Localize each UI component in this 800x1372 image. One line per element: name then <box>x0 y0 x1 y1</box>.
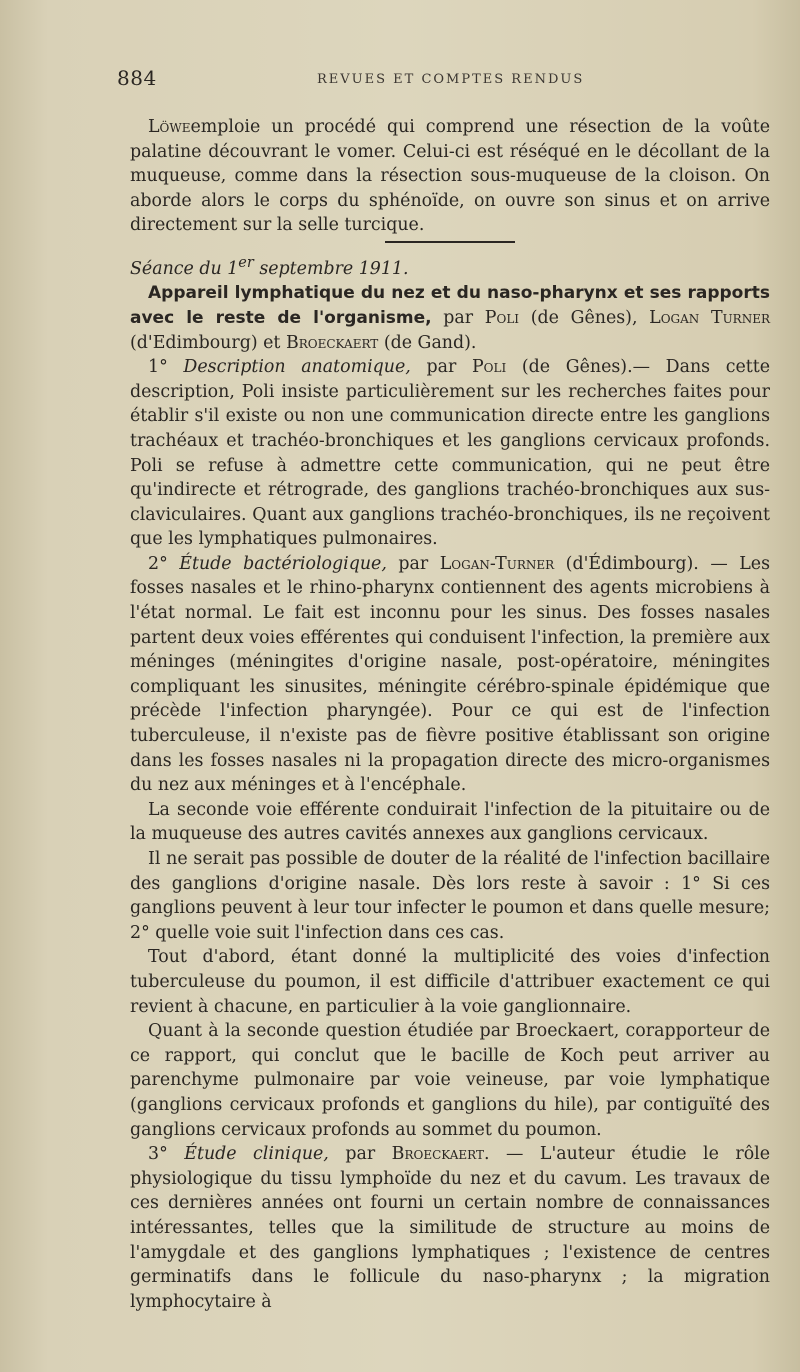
section-1: 1° Description anatomique, par Poli (de Gênes).— Dans cette description, Poli insiste particulièrement sur les recherches faites pour établir s'il existe ou non une communication directe entre les ganglions trachéaux et trachéo-bronchiques et les ganglions cervicaux profonds. Poli se refuse à admettre cette communication, qui ne peut être qu'indirecte et rétrograde, des ganglions trachéo-bronchiques aux sus-claviculaires. Quant aux ganglions trachéo-bronchiques, ils ne reçoivent que les lymphatiques pulmonaires. <box>130 357 771 550</box>
section-2-paragraph-2: La seconde voie efférente conduirait l'infection de la pituitaire ou de la muqueuse des autres cavités annexes aux ganglions cervicaux. <box>130 799 770 845</box>
intro-text: emploie un procédé qui comprend une résection de la voûte palatine découvrant le vomer. Celui-ci est réséqué en le décollant de la muqueuse, comme dans la résection sous-muqueuse de la cloison. On aborde alors le corps du sphénoïde, on ouvre son sinus et on arrive directement sur la selle turcique. <box>130 117 770 236</box>
section-2-title: Étude bactériologique, <box>179 553 387 574</box>
intro-author: Löwe <box>148 117 191 137</box>
page-number: 884 <box>117 66 157 90</box>
page-header <box>117 66 767 96</box>
section-2-paragraph-5: Quant à la seconde question étudiée par Broeckaert, corapporteur de ce rapport, qui conclut que le bacille de Koch peut arriver au parenchyme pulmonaire par voie veineuse, par voie lymphatique (ganglions cervicaux profonds et ganglions du hile), par contiguïté des ganglions cervicaux profonds au sommet du poumon. <box>130 1021 770 1140</box>
intro-paragraph <box>130 115 770 238</box>
report-title: Appareil lymphatique du nez et du naso-pharynx et ses rapports avec le reste de l'organisme, <box>130 283 770 328</box>
section-2-paragraph-3: Il ne serait pas possible de douter de la réalité de l'infection bacillaire des ganglions d'origine nasale. Dès lors reste à savoir : 1° Si ces ganglions peuvent à leur tour infecter le poumon et dans quelle mesure; 2° quelle voie suit l'infection dans ces cas. <box>130 849 770 943</box>
body-text <box>130 115 770 1314</box>
section-1-title: Description anatomique, <box>183 357 411 378</box>
section-3-title: Étude clinique, <box>184 1144 329 1165</box>
session-heading: Séance du 1er septembre 1911. <box>130 254 409 279</box>
running-title: REVUES ET COMPTES RENDUS <box>317 72 585 87</box>
section-2-paragraph-4: Tout d'abord, étant donné la multiplicité des voies d'infection tuberculeuse du poumon, il est difficile d'attribuer exactement ce qui revient à chacune, en particulier à la voie ganglionnaire. <box>130 947 770 1017</box>
section-2: 2° Étude bactériologique, par Logan-Turner (d'Édimbourg). — Les fosses nasales et le rhino-pharynx contiennent des agents microbiens à l'état normal. Le fait est inconnu pour les sinus. Des fosses nasales partent deux voies efférentes qui conduisent l'infection, la première aux méninges (méningites d'origine nasale, post-opératoire, méningites compliquant les sinusites, méningite cérébro-spinale épidémique que précède l'infection pharyngée). Pour ce qui est de l'infection tuberculeuse, il n'existe pas de fièvre positive établissant son origine dans les fosses nasales ni la propagation directe des micro-organismes du nez aux méninges et à l'encéphale. <box>130 553 770 796</box>
section-divider <box>385 241 515 243</box>
section-3: 3° Étude clinique, par Broeckaert. — L'auteur étudie le rôle physiologique du tissu lymphoïde du nez et du cavum. Les travaux de ces dernières années ont fourni un certain nombre de connaissances intéressantes, telles que la similitude de structure au moins de l'amygdale et des ganglions lymphatiques ; l'existence de centres germinatifs dans le follicule du naso-pharynx ; la migration lymphocytaire à <box>130 1144 771 1312</box>
report-heading: Appareil lymphatique du nez et du naso-pharynx et ses rapports avec le reste de l'organisme, par Poli (de Gênes), Logan Turner (d'Edimbourg) et Broeckaert (de Gand). <box>130 283 771 353</box>
